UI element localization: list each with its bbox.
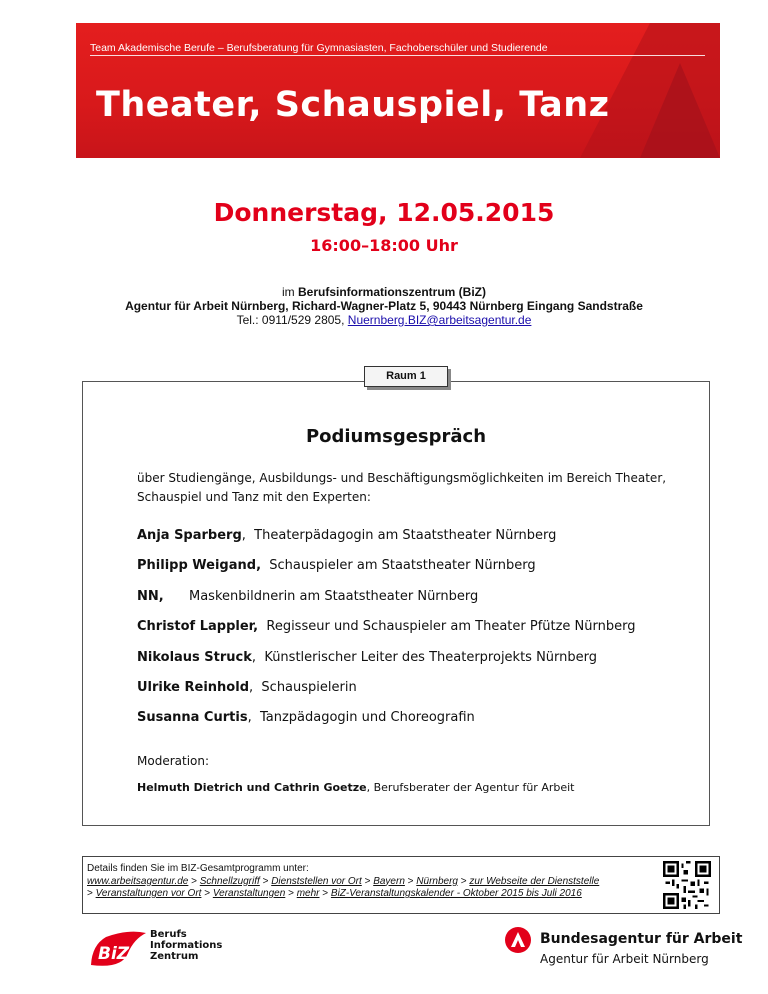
venue-phone: Tel.: 0911/529 2805, bbox=[236, 313, 348, 327]
venue-name: Berufsinformationszentrum (BiZ) bbox=[297, 285, 486, 299]
link-mehr[interactable]: mehr bbox=[296, 888, 320, 899]
details-intro: Details finden Sie im BIZ-Gesamtprogramm unter: bbox=[87, 863, 309, 874]
header-banner bbox=[76, 23, 720, 158]
header-tagline: Team Akademische Berufe – Berufsberatung für Gymnasiasten, Fachoberschüler und Studierende bbox=[90, 42, 705, 56]
venue-block bbox=[0, 285, 768, 327]
details-path-1: www.arbeitsagentur.de > Schnellzugriff > Dienststellen vor Ort > Bayern > Nürnberg > zur Webseite der Dienststelle bbox=[87, 875, 600, 887]
expert-item: Christof Lappler, Regisseur und Schauspieler am Theater Pfütze Nürnberg bbox=[137, 619, 636, 634]
expert-item: Anja Sparberg, Theaterpädagogin am Staatstheater Nürnberg bbox=[137, 528, 557, 543]
page-title: Theater, Schauspiel, Tanz bbox=[96, 85, 610, 125]
event-time: 16:00–18:00 Uhr bbox=[310, 236, 458, 255]
link-dienststellen[interactable]: Dienststellen vor Ort bbox=[271, 875, 362, 887]
venue-name-line bbox=[0, 285, 768, 299]
expert-item: Philipp Weigand, Schauspieler am Staatstheater Nürnberg bbox=[137, 558, 536, 573]
expert-item: Susanna Curtis, Tanzpädagogin und Choreografin bbox=[137, 710, 475, 725]
details-box bbox=[82, 856, 720, 914]
link-webseite[interactable]: zur Webseite der Dienststelle bbox=[469, 875, 600, 887]
moderation-label: Moderation: bbox=[137, 754, 210, 768]
room-badge: Raum 1 bbox=[364, 366, 448, 387]
panel-intro: über Studiengänge, Ausbildungs- und Beschäftigungsmöglichkeiten im Bereich Theater, Schauspiel und Tanz mit den Experten: bbox=[137, 471, 667, 504]
svg-text:BiZ: BiZ bbox=[98, 944, 130, 964]
link-veranstaltungen[interactable]: Veranstaltungen bbox=[212, 888, 286, 899]
link-arbeitsagentur[interactable]: www.arbeitsagentur.de bbox=[87, 875, 189, 887]
details-text bbox=[87, 863, 647, 901]
ba-logo-icon bbox=[505, 927, 531, 953]
panel-box bbox=[82, 381, 710, 826]
ba-subtitle: Agentur für Arbeit Nürnberg bbox=[540, 952, 709, 966]
link-bayern[interactable]: Bayern bbox=[373, 875, 405, 887]
qr-code-icon[interactable] bbox=[663, 861, 711, 909]
venue-prefix: im bbox=[281, 285, 298, 299]
details-path-2: > Veranstaltungen vor Ort > Veranstaltungen > mehr > BiZ-Veranstaltungskalender - Oktober 2015 bis Juli 2016 bbox=[87, 888, 582, 899]
link-kalender[interactable]: BiZ-Veranstaltungskalender - Oktober 2015 bis Juli 2016 bbox=[330, 888, 582, 899]
venue-email-link[interactable]: Nuernberg.BIZ@arbeitsagentur.de bbox=[347, 313, 532, 327]
link-nuernberg[interactable]: Nürnberg bbox=[416, 875, 458, 887]
expert-item: NN, Maskenbildnerin am Staatstheater Nürnberg bbox=[137, 589, 479, 604]
venue-address: Agentur für Arbeit Nürnberg, Richard-Wagner-Platz 5, 90443 Nürnberg Eingang Sandstraße bbox=[125, 299, 643, 313]
ba-name: Bundesagentur für Arbeit bbox=[540, 931, 743, 947]
expert-item: Nikolaus Struck, Künstlerischer Leiter des Theaterprojekts Nürnberg bbox=[137, 650, 598, 665]
biz-label: Berufs Informations Zentrum bbox=[150, 929, 223, 962]
panel-title: Podiumsgespräch bbox=[305, 426, 487, 447]
link-veranstaltungen-vor-ort[interactable]: Veranstaltungen vor Ort bbox=[95, 888, 202, 899]
venue-contact bbox=[0, 313, 768, 327]
event-date: Donnerstag, 12.05.2015 bbox=[213, 198, 555, 227]
expert-item: Ulrike Reinhold, Schauspielerin bbox=[137, 680, 357, 695]
moderators: Helmuth Dietrich und Cathrin Goetze, Berufsberater der Agentur für Arbeit bbox=[137, 781, 575, 794]
link-schnellzugriff[interactable]: Schnellzugriff bbox=[199, 875, 260, 887]
